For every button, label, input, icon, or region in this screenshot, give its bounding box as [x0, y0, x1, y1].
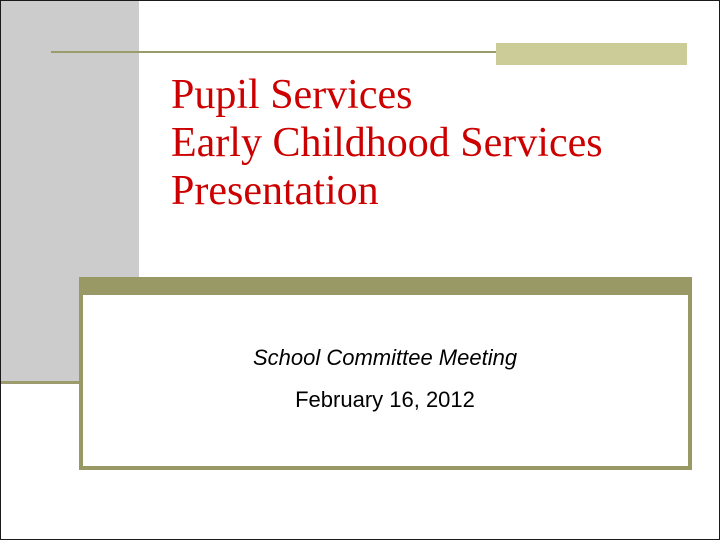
title-line-3: Presentation [171, 168, 379, 214]
left-accent-rule [1, 381, 79, 384]
top-accent-bar [496, 43, 687, 65]
meeting-name: School Committee Meeting [252, 345, 518, 370]
meeting-date: February 16, 2012 [295, 387, 475, 412]
subtitle-box [79, 277, 692, 470]
title-line-2: Early Childhood Services [171, 120, 603, 166]
title-line-1: Pupil Services [171, 72, 413, 118]
slide-title [171, 71, 701, 215]
subtitle-inner [83, 295, 688, 466]
